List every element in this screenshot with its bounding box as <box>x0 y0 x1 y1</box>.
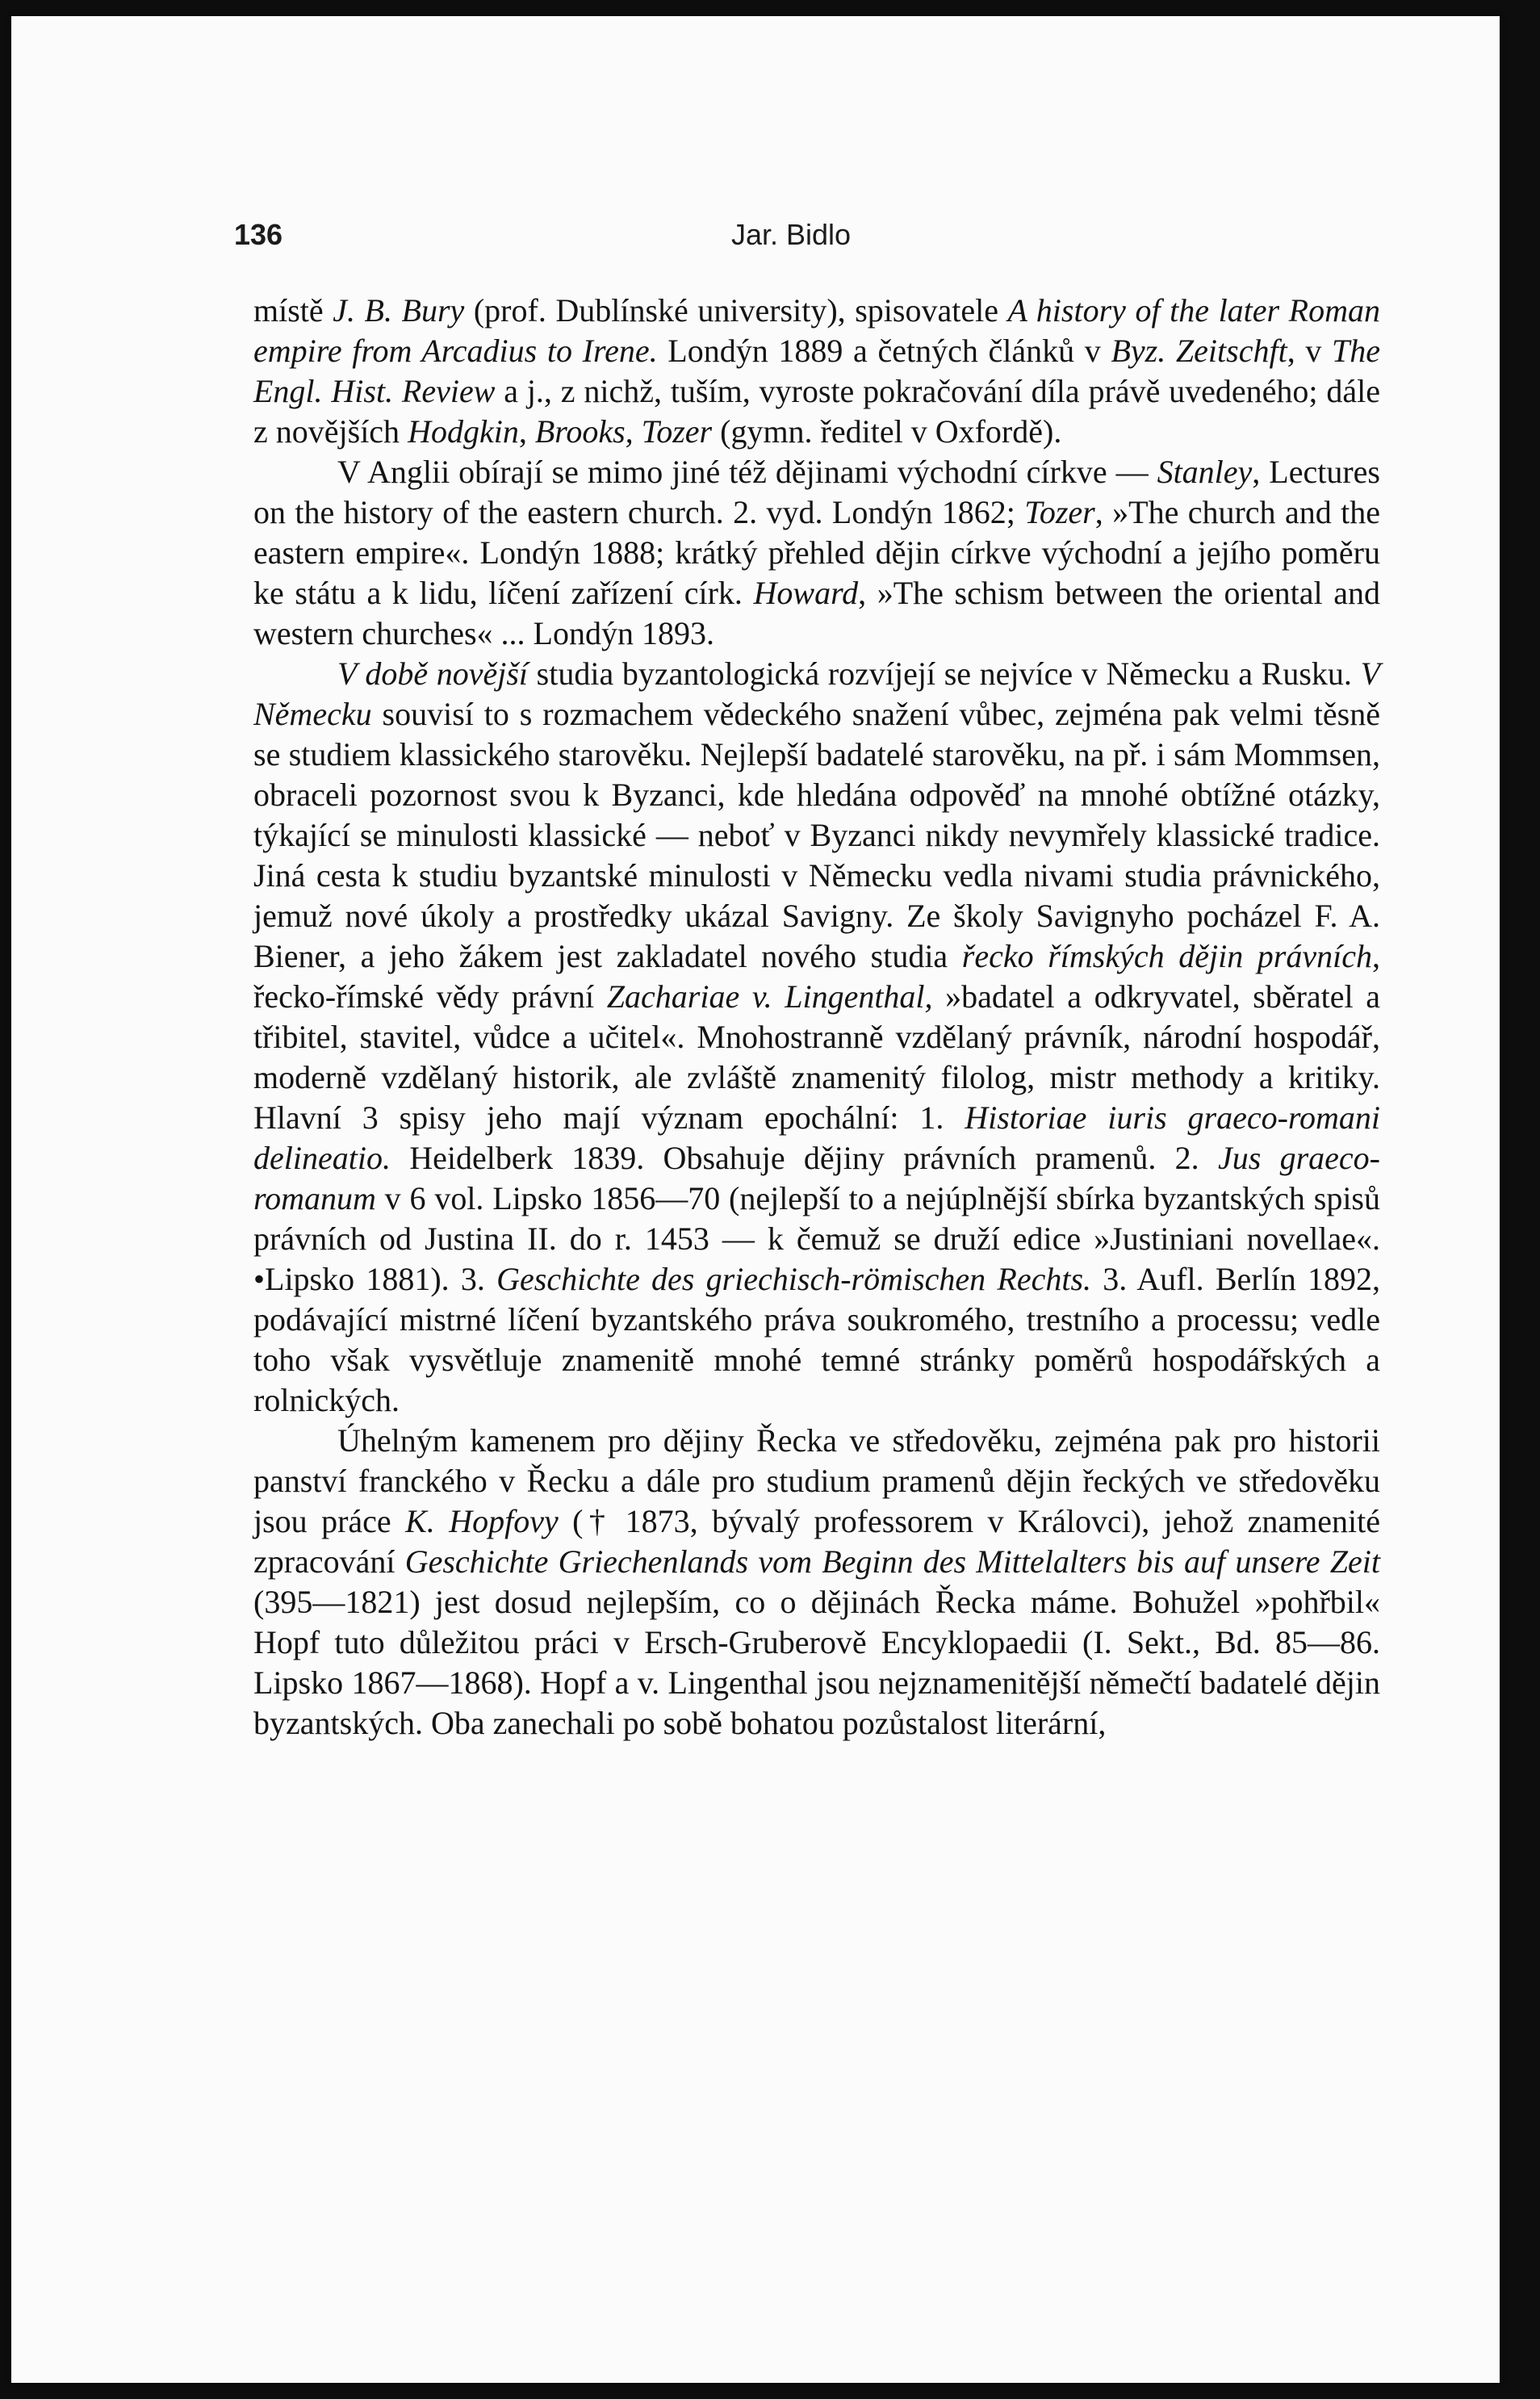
text-run: (395—1821) jest dosud nejlepším, co o dějinách Řecka máme. Bohužel »pohřbil« Hopf tuto důležitou práci v Ersch-Gruberově Encyklopaedii (I. Sekt., Bd. 85—86. Lipsko 1867—1868). Hopf a v. Lingenthal jsou nejznamenitější němečtí badatelé dějin byzantských. Oba zanechali po sobě bohatou pozůstalost literární, <box>253 1584 1380 1741</box>
italic-text: Zachariae v. Lingenthal, <box>606 978 933 1015</box>
running-head: Jar. Bidlo <box>730 218 852 251</box>
text-run: místě <box>253 292 333 329</box>
text-run: , »The church and the eastern empire«. Londýn 1888; krátký přehled dějin církve východní a jejího poměru ke státu a k lidu, líčení zařízení círk. <box>253 494 1380 611</box>
italic-text: Geschichte Griechenlands vom Beginn des Mittelalters bis auf unsere Zeit <box>404 1543 1381 1580</box>
text-run: V Anglii obírají se mimo jiné též dějinami východní církve — <box>337 454 1157 490</box>
italic-text: Byz. Zeitschft <box>1111 333 1287 369</box>
italic-text: Brooks, Tozer <box>534 413 713 450</box>
page-header <box>11 218 1500 266</box>
text-run: , »The schism between the oriental and western churches« ... Londýn 1893. <box>253 575 1380 651</box>
paragraph <box>253 654 1380 1421</box>
italic-text: V Německu <box>253 655 1380 732</box>
text-run: Úhelným kamenem pro dějiny Řecka ve středověku, zejména pak pro historii panství franckého v Řecku a dále pro studium pramenů dějin řeckých ve středověku jsou práce <box>253 1422 1380 1539</box>
italic-text: řecko římských dějin právních <box>961 938 1372 974</box>
text-run: a j., z nichž, tuším, vyroste pokračování díla právě uvedeného; dále z novějších <box>253 373 1380 450</box>
text-run: , řecko-římské vědy právní <box>253 938 1380 1015</box>
paragraph <box>253 291 1380 452</box>
text-run: studia byzantologická rozvíjejí se nejvíce v Německu a Rusku. <box>528 655 1361 692</box>
italic-text: A history of the later Roman empire from Arcadius to Irene. <box>253 292 1380 369</box>
italic-text: Hodgkin <box>408 413 519 450</box>
text-run: Heidelberk 1839. Obsahuje dějiny právních pramenů. 2. <box>390 1140 1218 1176</box>
italic-text: Jus graeco-romanum <box>253 1140 1380 1216</box>
body-text <box>253 291 1380 1744</box>
italic-text: Stanley <box>1157 454 1253 490</box>
italic-text: Tozer <box>1024 494 1095 530</box>
text-run: , Lectures on the history of the eastern church. 2. vyd. Londýn 1862; <box>253 454 1380 530</box>
text-run: (prof. Dublínské university), spisovatele <box>464 292 1008 329</box>
italic-text: K. Hopfovy <box>405 1503 559 1539</box>
italic-text: Historiae iuris graeco-romani delineatio. <box>253 1099 1380 1176</box>
text-run: (gymn. ředitel v Oxfordě). <box>712 413 1062 450</box>
text-run: souvisí to s rozmachem vědeckého snažení vůbec, zejména pak velmi těsně se studiem klassického starověku. Nejlepší badatelé starověku, na př. i sám Mommsen, obraceli pozornost svou k Byzanci, kde hledána odpověď na mnohé obtížné otázky, týkající se minulosti klassické — neboť v Byzanci nikdy nevymřely klassické tradice. Jiná cesta k studiu byzantské minulosti v Německu vedla nivami studia právnického, jemuž nové úkoly a prostředky ukázal Savigny. Ze školy Savignyho pocházel F. A. Biener, a jeho žákem jest zakladatel nového studia <box>253 696 1380 974</box>
text-run: , <box>518 413 535 450</box>
italic-text: J. B. Bury <box>333 292 465 329</box>
italic-text: Geschichte des griechisch-römischen Rechts. <box>496 1261 1092 1297</box>
text-run: v 6 vol. Lipsko 1856—70 (nejlepší to a nejúplnější sbírka byzantských spisů právních od Justina II. do r. 1453 — k čemuž se druží edice »Justiniani novellae«. •Lipsko 1881). 3. <box>253 1180 1380 1297</box>
text-run: Londýn 1889 a četných článků v <box>657 333 1111 369</box>
text-run: , v <box>1287 333 1333 369</box>
paragraph <box>253 1421 1380 1744</box>
paragraph <box>253 452 1380 654</box>
italic-text: V době novější <box>337 655 529 692</box>
page-number: 136 <box>234 218 283 251</box>
italic-text: The Engl. Hist. Review <box>253 333 1381 409</box>
text-run: († 1873, bývalý professorem v Královci), jehož znamenité zpracování <box>253 1503 1381 1580</box>
text-run: »badatel a odkryvatel, sběratel a třibitel, stavitel, vůdce a učitel«. Mnohostranně vzdělaný právník, národní hospodář, moderně vzdělaný historik, ale zvláště znamenitý filolog, mistr methody a kritiky. Hlavní 3 spisy jeho mají význam epochální: 1. <box>253 978 1380 1136</box>
italic-text: Howard <box>753 575 859 611</box>
text-run: 3. Aufl. Berlín 1892, podávající mistrné líčení byzantského práva soukromého, trestního a processu; vedle toho však vysvětluje znamenitě mnohé temné stránky poměrů hospodářských a rolnických. <box>253 1261 1381 1418</box>
book-page <box>11 16 1500 2383</box>
